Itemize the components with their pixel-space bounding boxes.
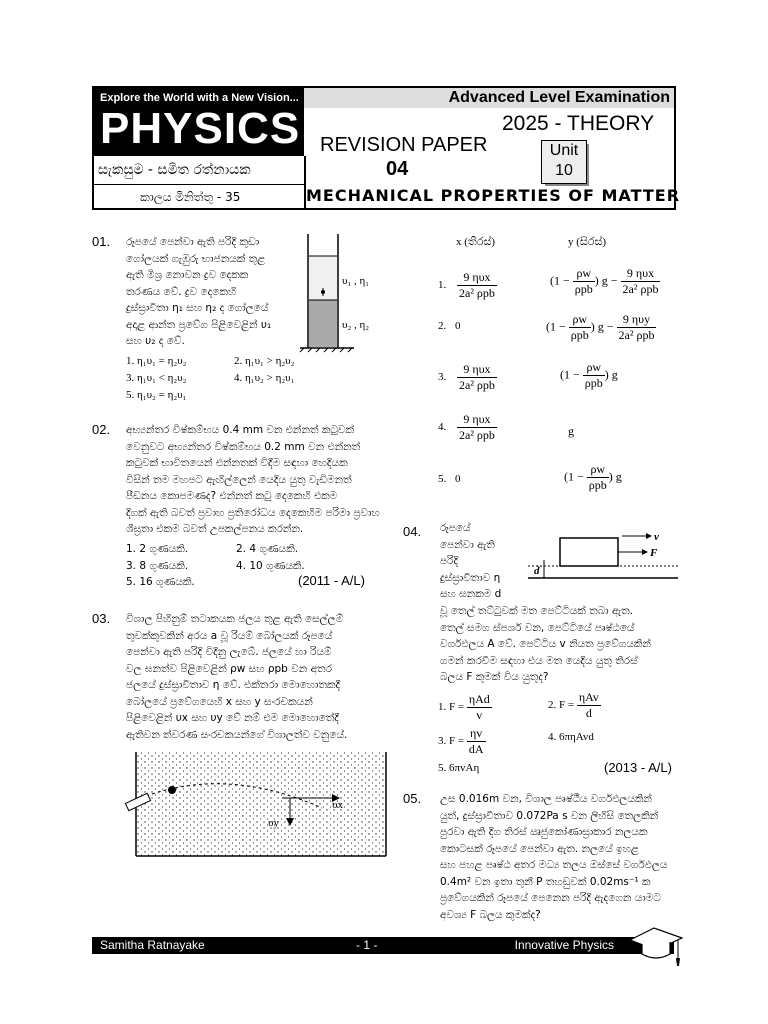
q01-line: දුස්ස්‍රාවීතා η₁ සහ η₂ ද ගෝලයේ <box>126 302 269 314</box>
q03-option-5[interactable]: 5. 0 <box>438 473 461 485</box>
q04-v-label: v <box>654 531 659 543</box>
graduation-cap-icon <box>626 922 686 970</box>
q02-line: පීඩනය කොපමණද? එන්නත් කටු දෙකෙහි එකම <box>126 490 338 502</box>
q01-line: අදාළ ආන්ත ප්‍රවේග පිළිවෙළින් υ₁ <box>126 318 272 331</box>
q01-text <box>126 234 288 350</box>
unit-label: Unit <box>549 142 579 159</box>
unit-box <box>541 140 587 184</box>
q03-vx-label: υx <box>332 799 343 811</box>
q02-line: අභ්‍යන්තර විෂ්කම්භය 0.4 mm වන එන්නත් කටුවක් <box>126 424 354 436</box>
q03-option-3-y: (1 − $\frac{\rho w}{\text{ρpb}}$ ) g <box>560 360 618 390</box>
q01-line: රූපයේ පෙන්වා ඇති පරිදි කුඩා <box>126 236 260 248</box>
q03-option-2-y: (1 − $\frac{\rho w}{\text{ρpb}}$ ) g − $\frac{\text{9 ηυy}}{\text{2a² ρpb}}$ <box>546 312 655 342</box>
q03-line: විශාල පිහිනුම් තටාකයක ජලය තුළ ඇති සෙල්ලම් <box>126 613 344 625</box>
q03-option-5-y: (1 − $\frac{\rho w}{\text{ρpb}}$ ) g <box>564 462 622 492</box>
q03-option-2[interactable]: 2. 0 <box>438 320 461 332</box>
q02-line: වෙනුවට අභ්‍යන්තර විෂ්කම්භය 0.2 mm වන එන්නත් <box>126 440 361 453</box>
q03-line: තුවක්කුවකින් අරය a වූ රියම් බෝලයක් රූපයේ <box>126 629 333 642</box>
q01-line: ඇති මිශ්‍ර නොවන ද්‍රව දෙකක <box>126 269 249 281</box>
header-exam: Advanced Level Examination <box>448 89 670 106</box>
header-author: සැකසුම - සමිත රත්නායක <box>98 162 251 178</box>
header-theory: 2025 - THEORY <box>502 112 655 135</box>
header-topic: MECHANICAL PROPERTIES OF MATTER <box>306 186 681 205</box>
footer-author: Samitha Ratnayake <box>100 938 205 952</box>
q01-line: තරණය වේ. ද්‍රව දෙකෙහි <box>126 285 237 298</box>
q04-year: (2013 - A/L) <box>604 760 672 775</box>
q03-option-1[interactable]: 1. $\frac{\text{9 ηυx}}{\text{2a² ρpb}}$ <box>438 270 495 300</box>
q02-option-3[interactable]: 3. 8 ගුණයකි. <box>126 559 189 572</box>
q03-number: 03. <box>92 611 111 626</box>
header-time: කාලය මිනිත්තු - 35 <box>140 190 241 204</box>
footer-bar <box>92 937 674 954</box>
q03-option-1-y: (1 − $\frac{\rho w}{\text{ρpb}}$ ) g − $\frac{\text{9 ηυx}}{\text{2a² ρpb}}$ <box>550 266 659 296</box>
q02-option-4[interactable]: 4. 10 ගුණයකි. <box>236 559 305 572</box>
header-tagline: Explore the World with a New Vision... <box>100 92 299 104</box>
q01-option-5[interactable]: 5. η₁υ₂ = η₂υ₁ <box>126 389 187 401</box>
header-paper-no: 04 <box>386 158 409 180</box>
header-subject: PHYSICS <box>100 104 301 153</box>
q03-option-4-y: g <box>568 424 574 438</box>
q03-option-4[interactable]: 4. $\frac{\text{9 ηυx}}{\text{2a² ρpb}}$ <box>438 412 495 442</box>
q02-option-1[interactable]: 1. 2 ගුණයකි. <box>126 543 189 555</box>
q04-d-label: d <box>534 565 540 577</box>
q03-line: බෝලයේ ප්‍රවේගයෙහි x සහ y සංරචකයන් <box>126 695 313 708</box>
q01-option-3[interactable]: 3. η₁υ₁ < η₂υ₂ <box>126 372 187 384</box>
q04-option-3[interactable]: 3. F = $\frac{\eta v}{dA}$ <box>438 726 484 756</box>
unit-number: 10 <box>555 162 573 179</box>
q02-text <box>126 422 398 538</box>
footer-page: - 1 - <box>356 938 378 952</box>
q02-option-5[interactable]: 5. 16 ගුණයකි. <box>126 576 195 588</box>
q04-text: වූ තෙල් තට්ටුවක් මත පෙට්ටියක් තබා ඇත. තෙල් සමග ස්පර්ශ වන, පෙට්ටියේ පෘෂ්ඨයේ වර්ගඵලය A වේ. පෙට්ටිය v නියත ප්‍රවේගයකින් ගමන් කරවීම සඳහා එය මත යෙදිය යුතු තිරස් බලය F කුමක් විය යුතුද? <box>440 605 651 683</box>
q03-col-y: y (සිරස්) <box>568 236 607 248</box>
q01-label-top: υ₁ , η₁ <box>342 275 370 287</box>
q04-text-short: රූපයේ පෙන්වා ඇති පරිදි දුස්ස්‍රාවීතාව η සහ ඝනකම d <box>440 522 502 600</box>
q01-number: 01. <box>92 234 111 249</box>
q05-number: 05. <box>403 791 422 806</box>
q02-option-2[interactable]: 2. 4 ගුණයකි. <box>236 543 299 555</box>
q03-line: වල ඝනත්ව පිළිවෙළින් ρw සහ ρpb වන අතර <box>126 662 332 675</box>
q03-vy-label: υy <box>268 817 279 829</box>
header-divider <box>94 184 304 185</box>
q02-number: 02. <box>92 422 111 437</box>
q03-line: ජලයේ දුස්ස්‍රාවීතාව η වේ. එක්තරා මොහොතකදී <box>126 679 341 691</box>
q03-option-3[interactable]: 3. $\frac{\text{9 ηυx}}{\text{2a² ρpb}}$ <box>438 362 495 392</box>
q04-number: 04. <box>403 524 422 539</box>
q04-option-4[interactable]: 4. 6πηAvd <box>548 731 594 743</box>
q03-diagram <box>122 748 390 860</box>
q01-options <box>126 353 294 404</box>
header-revision: REVISION PAPER <box>320 134 488 156</box>
q01-line: ගෝලයක් ගැඹුරු භාජනයක් තුළ <box>126 252 266 265</box>
q02-year: (2011 - A/L) <box>298 573 365 588</box>
q03-col-x: x (තිරස්) <box>456 236 496 248</box>
q02-line: කටුවක් භාවිතයෙන් එන්නතක් විදීම සඳහා හෙදියක <box>126 457 348 469</box>
q03-line: ඇතිවන ත්වරණ සංරචකයන්ගේ විශාලත්ව වනුයේ. <box>126 728 348 741</box>
q05-text: උස 0.016m වන, විශාල පෘෂ්ඨීය වර්ගඵලයකින් යුත්, දුස්ස්‍රාවීතාව 0.072Pa s වන ලිහිසි තෙලකින් පුරවා ඇති දිග තිරස් ඍජුකෝණාස්‍රාකාර නලයක කොටසක් රූපයේ පෙන්වා ඇත. නලයේ ඉහළ සහ පහළ පෘෂ්ඨ අතර මධ්‍ය තලය ඔස්සේ වර්ගඵලය 0.4m² වන ඉතා තුනී P තහඩුවක් 0.02ms⁻¹ ක ප්‍රවේගයකින් රූපයේ පෙනෙන පරිදි ඇදගෙන යාමට අවශ්‍ය F බලය කුමක්ද? <box>440 793 668 921</box>
q02-line: ශීඝ්‍රතා එකම බවත් උපකල්පනය කරන්න. <box>126 523 304 535</box>
q01-diagram <box>296 232 396 362</box>
q01-option-1[interactable]: 1. η₁υ₁ = η₂υ₂ <box>126 355 187 367</box>
q02-line: විසින් තම මහපට ඇඟිල්ලෙන් යෙදිය යුතු වැඩිමනත් <box>126 473 352 486</box>
q01-line: සහ υ₂ ද වේ. <box>126 335 185 347</box>
q02-line: දිගක් ඇති බවත් ප්‍රවාහ ප්‍රතිරෝධය දෙකෙහිම පරිමා ප්‍රවාහ <box>126 506 380 519</box>
q03-line: පෙන්වා ඇති පරිදි විදිනු ලැබේ. ජලයේ හා රියම් <box>126 646 332 658</box>
q04-option-2[interactable]: 2. F = $\frac{\text{ηAv}}{d}$ <box>548 690 599 720</box>
q04-F-label: F <box>650 547 658 559</box>
q04-diagram <box>528 530 678 590</box>
q04-option-5[interactable]: 5. 6πvAη <box>438 762 480 774</box>
q04-option-1[interactable]: 1. F = $\frac{\text{ηAd}}{v}$ <box>438 692 490 722</box>
q01-option-4[interactable]: 4. η₁υ₂ > η₂υ₁ <box>234 372 295 384</box>
q01-option-2[interactable]: 2. η₁υ₁ > η₂υ₂ <box>234 355 295 367</box>
q03-text <box>126 611 398 743</box>
q01-label-bottom: υ₂ , η₂ <box>342 319 370 331</box>
footer-brand: Innovative Physics <box>514 938 614 952</box>
q03-line: පිළිවෙළින් υx සහ υy වේ නම් එම මොහොතේදී <box>126 712 339 724</box>
